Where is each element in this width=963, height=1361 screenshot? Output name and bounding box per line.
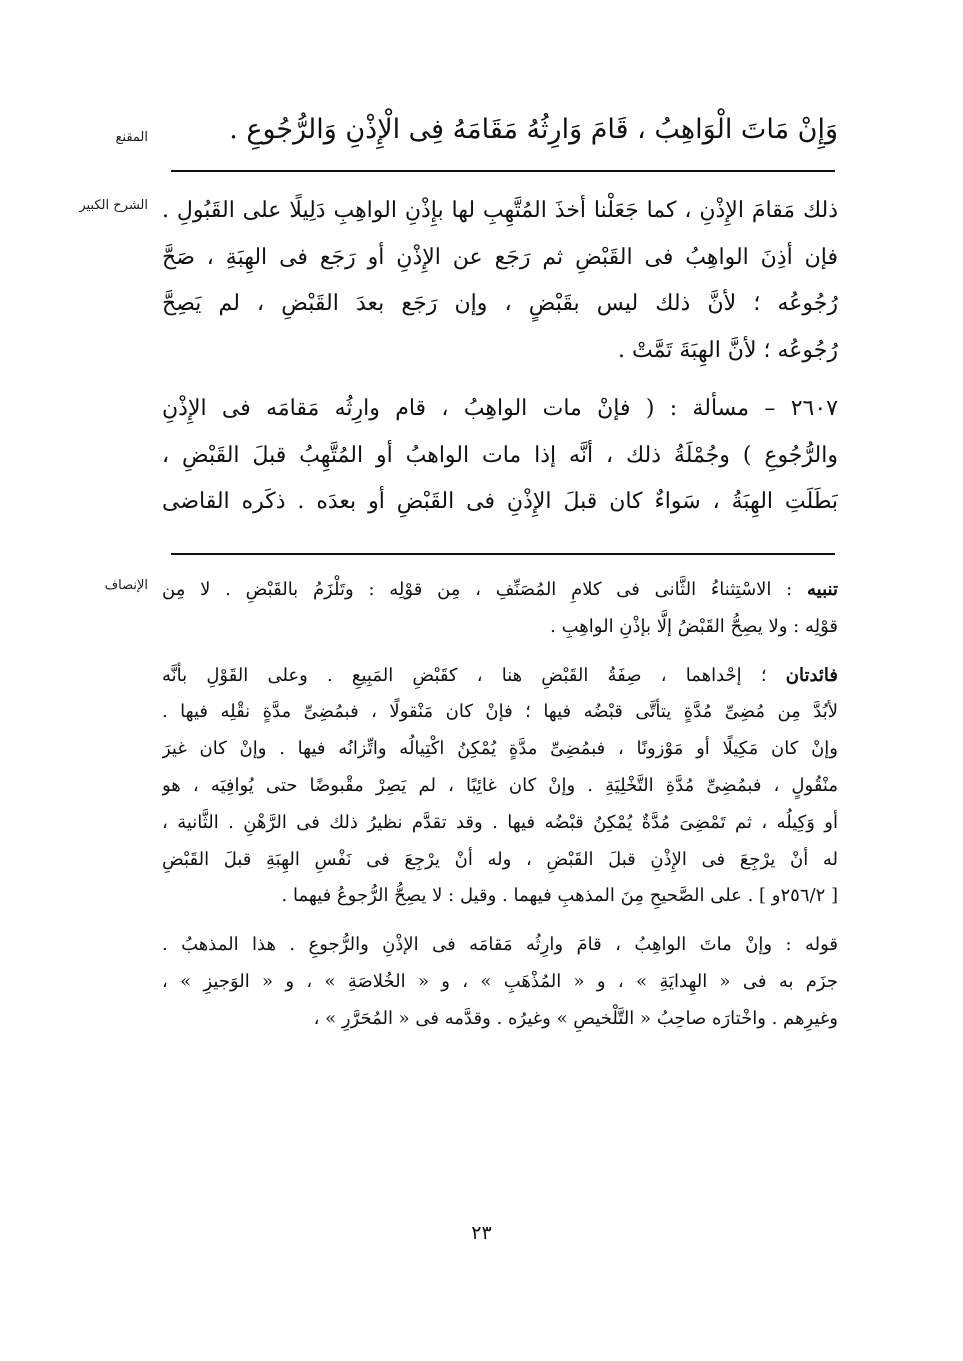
sharh-line: ٢٦٠٧ – مسألة : ( فإنْ مات الواهِبُ ، قام وارِثُه مَقامَه فى الإِذْنِ xyxy=(162,396,838,421)
sharh-line: ذلك مَقامَ الإِذْنِ ، كما جَعَلْنا أخذَ المُتَّهِبِ لها بإِذْنِ الواهِبِ دَلِيلًا على القَبُولِ . xyxy=(162,198,838,223)
sharh-paragraph-2 xyxy=(162,386,838,526)
tanbih-label: تنبيه xyxy=(807,579,838,600)
insaf-text xyxy=(162,572,838,1038)
sharh-paragraph-1 xyxy=(162,188,838,374)
muqni-divider xyxy=(171,170,835,172)
insaf-line: أو وَكِيلُه ، ثم تَمْضِىَ مُدَّةٌ يُمْكِنُ قبْضُه فيها . وقد تقدَّم نظيرُ ذلك فى الرَّهْنِ . الثَّانية ، xyxy=(162,811,838,833)
margin-label-sharh: الشرح الكبير xyxy=(79,198,148,213)
insaf-line: وإنْ كان مَكِيلًا أو مَوْزونًا ، فبمُضِىِّ مدَّةٍ يُمْكِنُ اكْتِيالُه واتِّزانُه فيها . وإنْ كان غيرَ xyxy=(162,738,838,760)
sharh-divider xyxy=(171,553,835,555)
insaf-line: قوله : وإنْ ماتَ الواهِبُ ، قامَ وارِثُه مَقامَه فى الإذْنِ والرُّجوعِ . هذا المذهبُ . xyxy=(162,934,838,956)
insaf-line: جزَم به فى « الهِدايَةِ » ، و « المُذْهَبِ » ، و « الخُلاصَةِ » ، و « الوَجيزِ » ، xyxy=(162,970,838,992)
insaf-line: له أنْ يرْجِعَ فى الإِذْنِ قبلَ القَبْضِ ، وله أنْ يرْجِعَ فى نَفْسِ الهِبَةِ قبلَ القَبْضِ xyxy=(162,848,838,870)
muqni-text xyxy=(162,108,838,152)
sharh-line: والرُّجُوعِ ) وجُمْلَةُ ذلك ، أنَّه إذا مات الواهبُ أو المُتَّهِبُ قبلَ القَبْضِ ، xyxy=(162,442,838,468)
fawaid-label: فائدتان xyxy=(785,664,838,686)
sharh-line: بَطَلَتِ الهِبَةُ ، سَواءٌ كان قبلَ الإِذْنِ فى القَبْضِ أو بعدَه . ذكَره القاضى xyxy=(162,489,838,514)
sharh-line: رُجُوعُه ؛ لأنَّ الهِبَةَ تَمَّتْ . xyxy=(618,337,838,363)
insaf-qawluh xyxy=(162,927,838,1037)
insaf-line: قوْلِه : ولا يصِحُّ القَبْضُ إلَّا بإذْنِ الواهِبِ . xyxy=(550,615,838,637)
margin-label-muqni: المقنع xyxy=(115,130,148,145)
insaf-line: تنبيه : الاسْتِثناءُ الثَّانى فى كلامِ المُصَنِّفِ ، مِن قوْلِه : وتَلْزَمُ بالقَبْضِ . لا مِن xyxy=(162,579,838,600)
muqni-line: وَإِنْ مَاتَ الْوَاهِبُ ، قَامَ وَارِثُهُ مَقَامَهُ فِى الْإِذْنِ وَالرُّجُوعِ . xyxy=(229,114,838,145)
insaf-line: [ ٢٥٦/٢و ] . على الصَّحيحِ مِنَ المذهبِ فيهما . وقيل : لا يصِحُّ الرُّجوعُ فيهما . xyxy=(281,885,838,907)
insaf-line: لأبُدَّ مِن مُضِىِّ مُدَّةٍ يتأتَّى قبْضُه فيها ؛ فإنْ كان مَنْقولًا ، فبمُضِىِّ مدَّةٍ نقْلِه فيها . xyxy=(162,701,838,723)
page-number: ٢٣ xyxy=(471,1222,492,1244)
insaf-tanbih xyxy=(162,572,838,646)
sharh-line: رُجُوعُه ؛ لأنَّ ذلك ليس بقَبْضٍ ، وإن رَجَع بعدَ القَبْضِ ، لم يَصِحَّ xyxy=(162,291,838,316)
margin-label-insaf: الإنصاف xyxy=(104,578,148,593)
insaf-fawaid xyxy=(162,658,838,916)
sharh-text xyxy=(162,188,838,526)
insaf-line: منْقُولٍ ، فبمُضِىِّ مُدَّةِ التَّخْلِيَةِ . وإنْ كان غائِبًا ، لم يَصِرْ مقْبوضًا حتى يُوافِيَه ، هو xyxy=(162,774,838,796)
insaf-line: وغيرِهم . واخْتارَه صاحِبُ « التَّلْخيصِ » وغيرُه . وقدَّمه فى « المُحَرَّرِ » ، xyxy=(313,1007,838,1029)
insaf-line: فائدتان ؛ إحْداهما ، صِفَةُ القَبْضِ هنا ، كقَبْضِ المَبِيعِ . وعلى القَوْلِ بأنَّه xyxy=(162,664,838,686)
sharh-line: فإن أذِنَ الواهِبُ فى القَبْضِ ثم رَجَع عن الإِذْنِ أو رَجَع فى الهِبَةِ ، صَحَّ xyxy=(162,244,838,270)
